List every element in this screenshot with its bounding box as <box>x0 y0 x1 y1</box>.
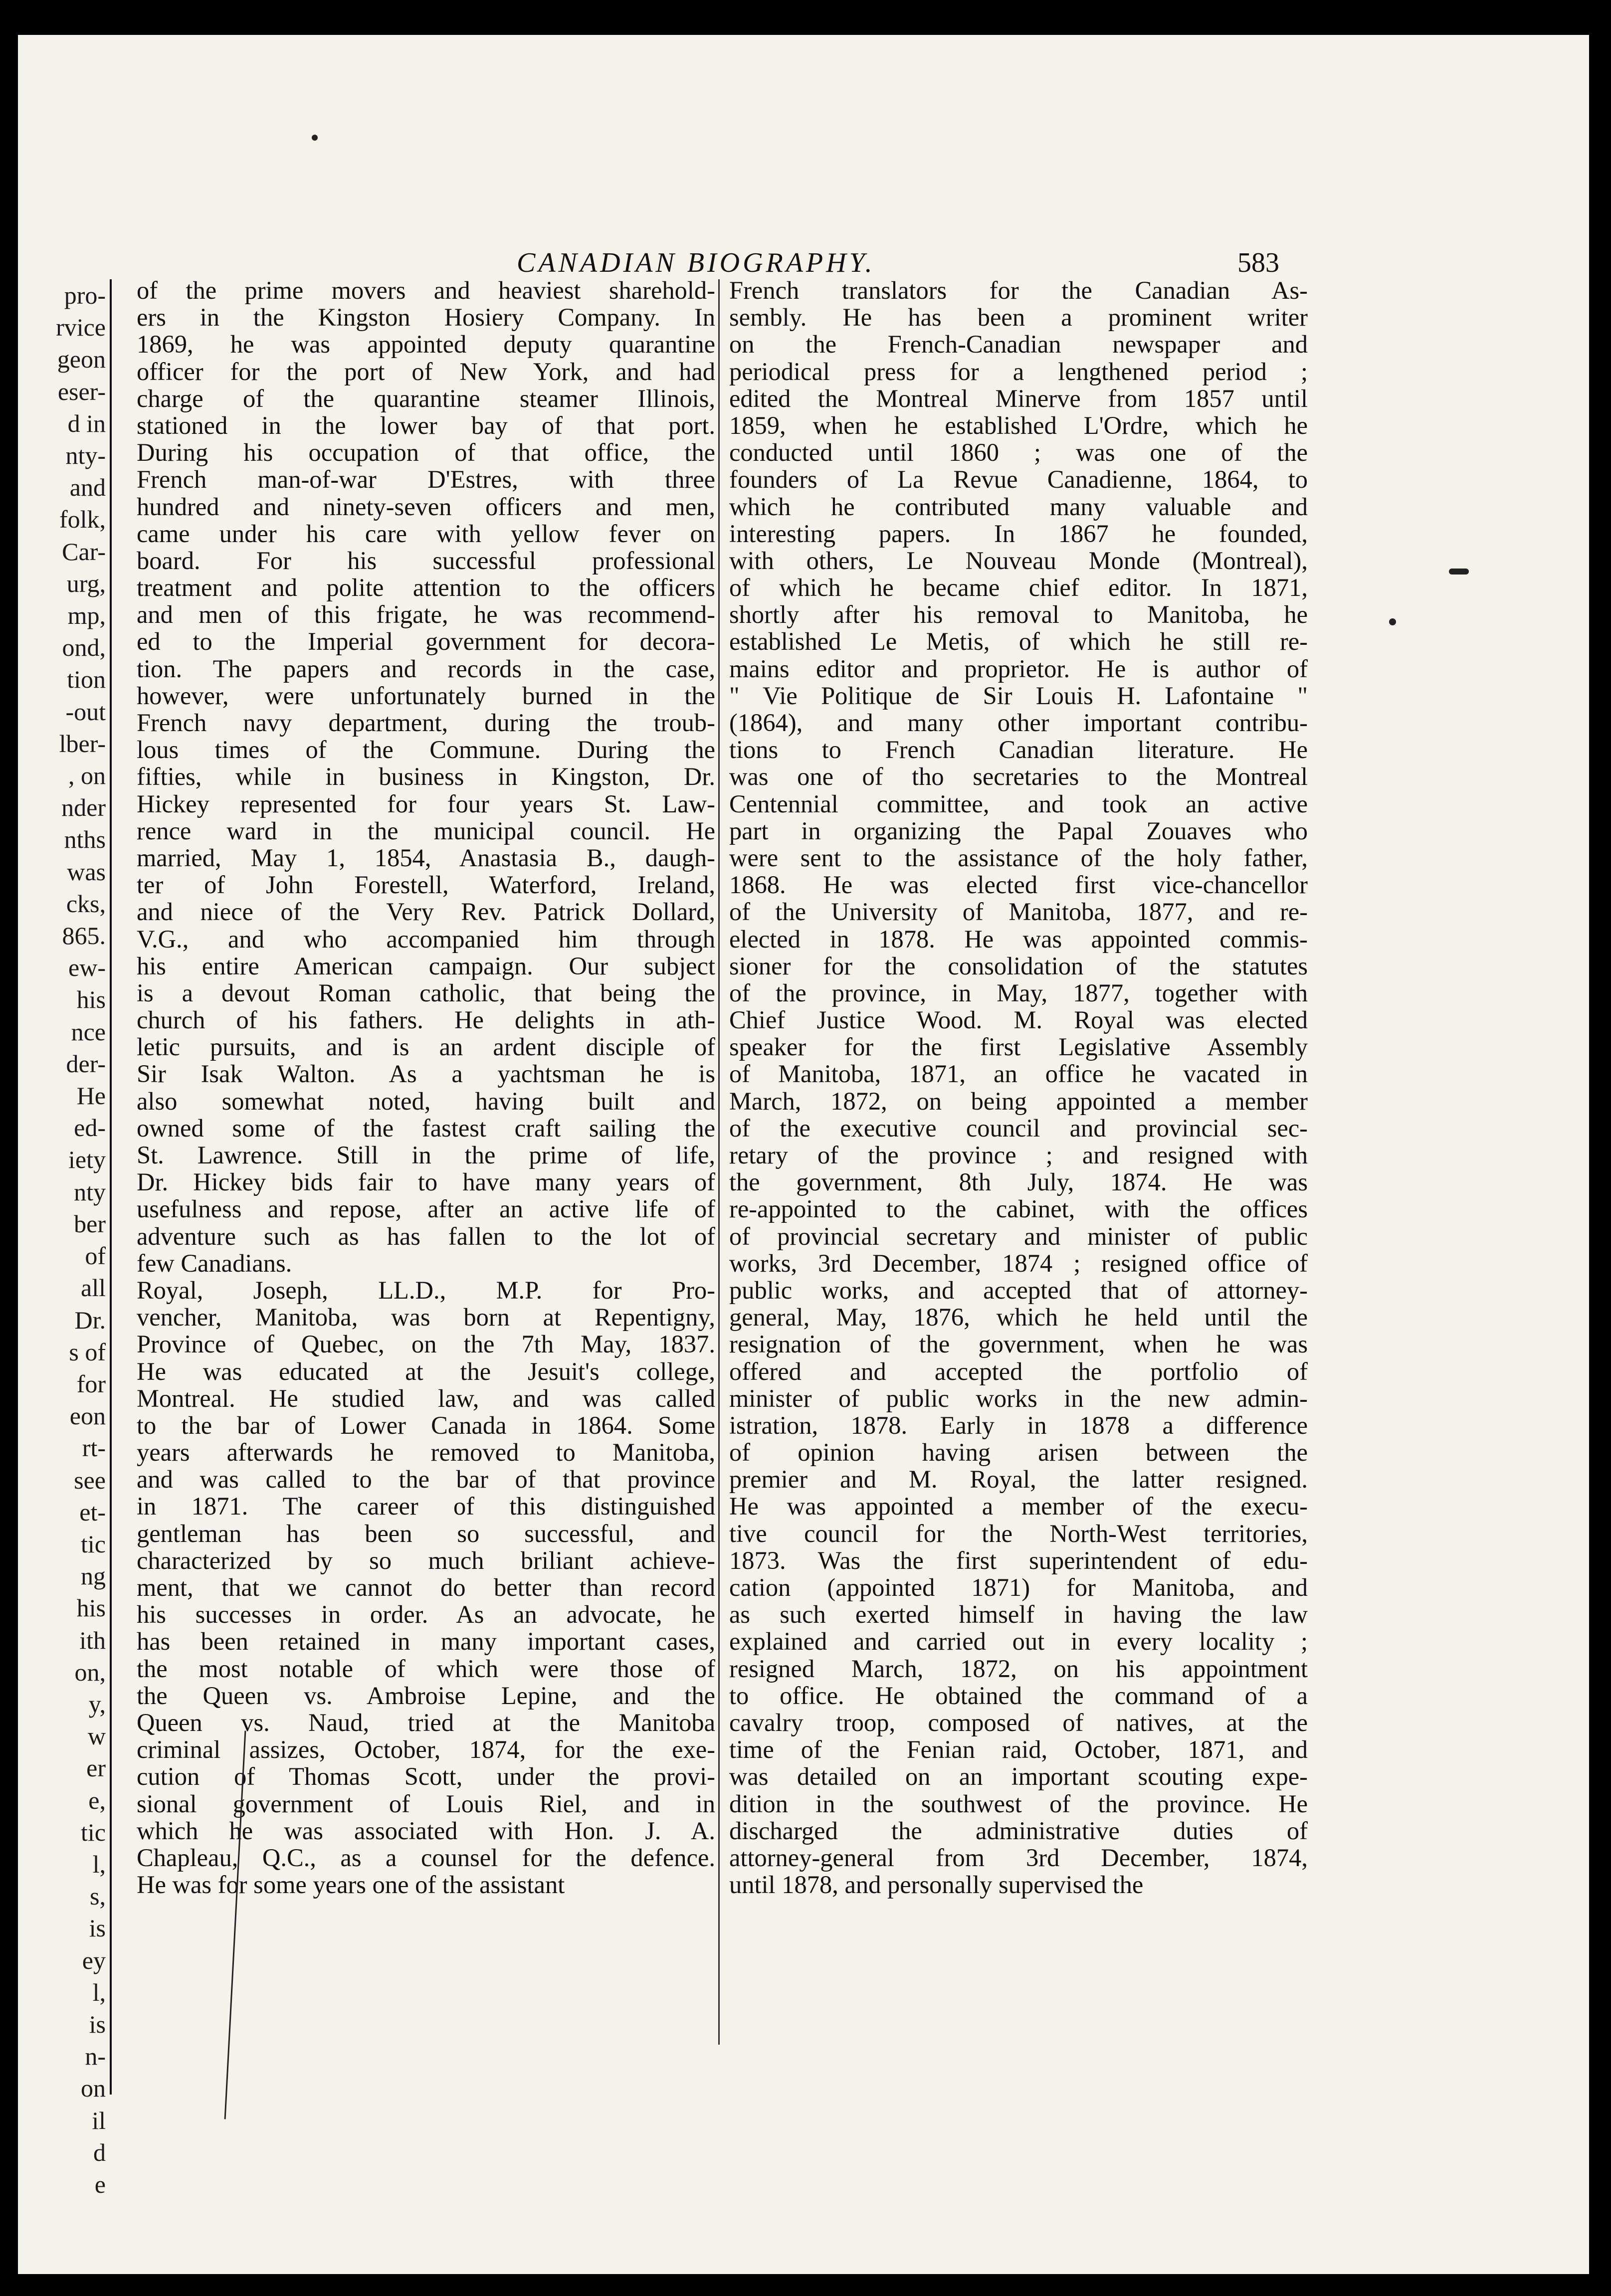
text-line: on the French-Canadian newspaper and <box>729 330 1308 359</box>
margin-fragment-line: 865. <box>62 922 106 950</box>
text-line: was detailed on an important scouting expe- <box>729 1762 1308 1791</box>
text-line: letic pursuits, and is an ardent disciple of <box>137 1033 715 1061</box>
text-line: officer for the port of New York, and had <box>137 357 715 385</box>
margin-fragment-line: ber <box>74 1209 106 1238</box>
margin-fragment-line: for <box>76 1369 106 1398</box>
text-line: 1873. Was the first superintendent of edu- <box>729 1546 1308 1574</box>
text-line: which he contributed many valuable and <box>729 492 1308 521</box>
margin-fragment-line: e, <box>88 1786 106 1814</box>
text-line: owned some of the fastest craft sailing the <box>137 1114 715 1142</box>
text-line: cution of Thomas Scott, under the provi- <box>137 1762 715 1791</box>
margin-fragment-line: il <box>92 2106 106 2134</box>
text-line: premier and M. Royal, the latter resigned. <box>729 1465 1308 1494</box>
text-line: to office. He obtained the command of a <box>729 1681 1308 1710</box>
text-line: rence ward in the municipal council. He <box>137 816 715 845</box>
text-line: of Manitoba, 1871, an office he vacated in <box>729 1060 1308 1088</box>
margin-fragment-line: He <box>76 1082 106 1110</box>
margin-fragment-line: ng <box>81 1562 106 1590</box>
text-line: Montreal. He studied law, and was called <box>137 1384 715 1412</box>
margin-fragment-line: er <box>86 1754 106 1782</box>
margin-fragment-line: geon <box>57 345 106 374</box>
text-line: of provincial secretary and minister of public <box>729 1222 1308 1250</box>
text-line: French translators for the Canadian As- <box>729 276 1308 304</box>
text-line: Dr. Hickey bids fair to have many years of <box>137 1168 715 1196</box>
margin-fragment-line: urg, <box>66 569 106 597</box>
text-line: March, 1872, on being appointed a member <box>729 1087 1308 1115</box>
text-line: of opinion having arisen between the <box>729 1438 1308 1467</box>
text-line: cation (appointed 1871) for Manitoba, and <box>729 1573 1308 1601</box>
margin-fragment-line: tic <box>81 1818 106 1846</box>
text-line: lous times of the Commune. During the <box>137 736 715 764</box>
text-line: periodical press for a lengthened period ; <box>729 357 1308 385</box>
column-divider <box>718 279 720 2045</box>
text-line: V.G., and who accompanied him through <box>137 925 715 953</box>
text-line: edited the Montreal Minerve from 1857 until <box>729 384 1308 412</box>
text-line: the most notable of which were those of <box>137 1654 715 1683</box>
text-line: adventure such as has fallen to the lot of <box>137 1222 715 1250</box>
margin-fragment-line: was <box>67 857 106 886</box>
text-line: sional government of Louis Riel, and in <box>137 1789 715 1818</box>
text-line: general, May, 1876, which he held until the <box>729 1303 1308 1332</box>
margin-fragment-line: Dr. <box>74 1306 106 1334</box>
text-line: characterized by so much briliant achieve- <box>137 1546 715 1574</box>
margin-fragment-line: der- <box>66 1049 106 1078</box>
margin-fragment-line: s of <box>69 1338 106 1366</box>
adjacent-page-margin-fragment <box>15 279 112 2198</box>
text-line: of the province, in May, 1877, together with <box>729 978 1308 1007</box>
text-line: He was appointed a member of the execu- <box>729 1492 1308 1521</box>
text-line: hundred and ninety-seven officers and men, <box>137 492 715 521</box>
text-line: 1869, he was appointed deputy quarantine <box>137 330 715 359</box>
text-line: his successes in order. As an advocate, he <box>137 1600 715 1629</box>
text-line: tion. The papers and records in the case, <box>137 654 715 683</box>
margin-fragment-line: nty <box>74 1177 106 1206</box>
text-line: dition in the southwest of the province. He <box>729 1789 1308 1818</box>
text-line: in 1871. The career of this distinguished <box>137 1492 715 1521</box>
text-line: istration, 1878. Early in 1878 a difference <box>729 1411 1308 1439</box>
text-line: (1864), and many other important contribu- <box>729 709 1308 737</box>
text-line: mains editor and proprietor. He is author of <box>729 654 1308 683</box>
text-line: tive council for the North-West territories, <box>729 1519 1308 1547</box>
margin-fragment-line: d <box>93 2138 106 2166</box>
text-line: St. Lawrence. Still in the prime of life, <box>137 1141 715 1169</box>
text-line: tions to French Canadian literature. He <box>729 736 1308 764</box>
text-line: offered and accepted the portfolio of <box>729 1357 1308 1385</box>
text-line: Chapleau, Q.C., as a counsel for the defence. <box>137 1843 715 1872</box>
margin-fragment-line: ey <box>82 1946 106 1974</box>
margin-fragment-line: his <box>76 985 106 1014</box>
margin-fragment-line: tion <box>67 665 106 694</box>
text-line: vencher, Manitoba, was born at Repentigny, <box>137 1303 715 1332</box>
margin-fragment-line: and <box>69 473 106 502</box>
text-line: to the bar of Lower Canada in 1864. Some <box>137 1411 715 1439</box>
margin-fragment-line: on <box>81 2074 106 2103</box>
margin-fragment-line: nths <box>64 825 106 854</box>
text-line: has been retained in many important cases, <box>137 1627 715 1656</box>
text-line: sioner for the consolidation of the statutes <box>729 952 1308 980</box>
left-text-column <box>137 277 715 1898</box>
text-line: also somewhat noted, having built and <box>137 1087 715 1115</box>
text-line: ter of John Forestell, Waterford, Ireland, <box>137 871 715 899</box>
text-line: time of the Fenian raid, October, 1871, and <box>729 1735 1308 1764</box>
text-line: gentleman has been so successful, and <box>137 1519 715 1547</box>
margin-fragment-line: eon <box>69 1402 106 1430</box>
text-line: as such exerted himself in having the law <box>729 1600 1308 1629</box>
margin-fragment-line: ond, <box>62 633 106 662</box>
text-line: his entire American campaign. Our subject <box>137 952 715 980</box>
text-line: part in organizing the Papal Zouaves who <box>729 816 1308 845</box>
text-line: speaker for the first Legislative Assembly <box>729 1033 1308 1061</box>
margin-fragment-line: y, <box>88 1690 106 1718</box>
text-line: married, May 1, 1854, Anastasia B., daugh- <box>137 843 715 872</box>
text-line: Royal, Joseph, LL.D., M.P. for Pro- <box>137 1276 715 1304</box>
text-line: of the University of Manitoba, 1877, and re- <box>729 898 1308 926</box>
text-line: board. For his successful professional <box>137 546 715 574</box>
text-line: Chief Justice Wood. M. Royal was elected <box>729 1006 1308 1034</box>
text-line: stationed in the lower bay of that port. <box>137 411 715 439</box>
text-line: explained and carried out in every locality ; <box>729 1627 1308 1656</box>
margin-fragment-line: ew- <box>68 954 106 982</box>
text-line: ed to the Imperial government for decora- <box>137 627 715 656</box>
text-line: established Le Metis, of which he still re- <box>729 627 1308 656</box>
margin-fragment-line: cks, <box>66 889 106 918</box>
text-line: resignation of the government, when he was <box>729 1330 1308 1358</box>
text-line: were sent to the assistance of the holy father, <box>729 843 1308 872</box>
margin-fragment-line: l, <box>92 1850 106 1878</box>
margin-fragment-line: tic <box>81 1530 106 1558</box>
text-line: shortly after his removal to Manitoba, he <box>729 600 1308 629</box>
margin-fragment-line: d in <box>67 409 106 437</box>
right-text-column <box>729 277 1308 1898</box>
text-line: charge of the quarantine steamer Illinois, <box>137 384 715 412</box>
text-line: however, were unfortunately burned in the <box>137 681 715 710</box>
text-line: of the executive council and provincial sec- <box>729 1114 1308 1142</box>
margin-fragment-line: mp, <box>67 601 106 630</box>
text-line: minister of public works in the new admin- <box>729 1384 1308 1412</box>
text-line: ment, that we cannot do better than record <box>137 1573 715 1601</box>
margin-fragment-line: nty- <box>65 441 106 470</box>
margin-fragment-line: see <box>74 1466 106 1494</box>
text-line: He was educated at the Jesuit's college, <box>137 1357 715 1385</box>
text-line: ers in the Kingston Hosiery Company. In <box>137 303 715 332</box>
ink-speck <box>312 135 318 141</box>
text-line: church of his fathers. He delights in ath- <box>137 1006 715 1034</box>
margin-fragment-line: Car- <box>62 537 106 566</box>
text-line: and niece of the Very Rev. Patrick Dollard, <box>137 898 715 926</box>
text-line: During his occupation of that office, the <box>137 438 715 467</box>
margin-fragment-line: ith <box>79 1626 106 1654</box>
text-line: Queen vs. Naud, tried at the Manitoba <box>137 1708 715 1736</box>
margin-fragment-line: of <box>85 1242 106 1270</box>
text-line: treatment and polite attention to the officers <box>137 574 715 602</box>
text-line: conducted until 1860 ; was one of the <box>729 438 1308 467</box>
margin-fragment-line: iety <box>68 1146 106 1174</box>
text-line: Sir Isak Walton. As a yachtsman he is <box>137 1060 715 1088</box>
margin-fragment-line: is <box>89 2010 106 2038</box>
margin-fragment-line: et- <box>79 1498 106 1526</box>
margin-fragment-line: , on <box>68 762 106 790</box>
text-line: Province of Quebec, on the 7th May, 1837. <box>137 1330 715 1358</box>
page-number: 583 <box>1237 247 1279 278</box>
margin-fragment-line: e <box>94 2170 106 2198</box>
text-line: founders of La Revue Canadienne, 1864, to <box>729 465 1308 494</box>
text-line: resigned March, 1872, on his appointment <box>729 1654 1308 1683</box>
text-line: criminal assizes, October, 1874, for the exe- <box>137 1735 715 1764</box>
text-line: public works, and accepted that of attorney- <box>729 1276 1308 1304</box>
text-line: retary of the province ; and resigned with <box>729 1141 1308 1169</box>
text-line: sembly. He has been a prominent writer <box>729 303 1308 332</box>
running-title: CANADIAN BIOGRAPHY. <box>517 247 875 278</box>
text-line: years afterwards he removed to Manitoba, <box>137 1438 715 1467</box>
text-line: was one of tho secretaries to the Montreal <box>729 763 1308 791</box>
ink-speck <box>1389 618 1396 625</box>
text-line: which he was associated with Hon. J. A. <box>137 1816 715 1845</box>
margin-fragment-line: rvice <box>56 313 106 342</box>
margin-fragment-line: w <box>87 1722 106 1750</box>
text-line: Centennial committee, and took an active <box>729 789 1308 818</box>
margin-fragment-line: nce <box>71 1017 106 1046</box>
margin-fragment-line: nder <box>61 793 106 822</box>
text-line: re-appointed to the cabinet, with the offices <box>729 1195 1308 1223</box>
margin-fragment-line: ed- <box>74 1114 106 1142</box>
text-line: elected in 1878. He was appointed commis- <box>729 925 1308 953</box>
text-line: discharged the administrative duties of <box>729 1816 1308 1845</box>
margin-fragment-line: his <box>76 1594 106 1622</box>
margin-fragment-line: l, <box>92 1978 106 2006</box>
margin-fragment-line: -out <box>65 697 106 726</box>
text-line: and men of this frigate, he was recommend- <box>137 600 715 629</box>
margin-fragment-line: eser- <box>57 377 106 405</box>
text-line: French man-of-war D'Estres, with three <box>137 465 715 494</box>
text-line: is a devout Roman catholic, that being the <box>137 978 715 1007</box>
margin-fragment-line: lber- <box>59 729 106 758</box>
text-line: few Canadians. <box>137 1249 292 1277</box>
text-line: attorney-general from 3rd December, 1874, <box>729 1843 1308 1872</box>
text-line: the Queen vs. Ambroise Lepine, and the <box>137 1681 715 1710</box>
text-line: interesting papers. In 1867 he founded, <box>729 519 1308 548</box>
text-line: Hickey represented for four years St. Law- <box>137 789 715 818</box>
text-line: usefulness and repose, after an active life of <box>137 1195 715 1223</box>
margin-fragment-line: all <box>81 1274 106 1302</box>
margin-fragment-line: folk, <box>59 505 106 534</box>
text-line: came under his care with yellow fever on <box>137 519 715 548</box>
text-line: 1868. He was elected first vice-chancellor <box>729 871 1308 899</box>
margin-fragment-line: s, <box>90 1882 106 1911</box>
margin-fragment-line: n- <box>85 2042 106 2071</box>
text-line: 1859, when he established L'Ordre, which he <box>729 411 1308 439</box>
margin-fragment-line: rt- <box>82 1434 106 1462</box>
margin-fragment-line: is <box>89 1914 106 1942</box>
text-line: French navy department, during the troub- <box>137 709 715 737</box>
text-line: until 1878, and personally supervised the <box>729 1871 1144 1899</box>
text-line: He was for some years one of the assistant <box>137 1871 565 1899</box>
text-line: and was called to the bar of that province <box>137 1465 715 1494</box>
text-line: of the prime movers and heaviest sharehold- <box>137 276 715 304</box>
text-line: fifties, while in business in Kingston, Dr. <box>137 763 715 791</box>
text-line: of which he became chief editor. In 1871, <box>729 574 1308 602</box>
ink-speck <box>1449 569 1469 574</box>
text-line: works, 3rd December, 1874 ; resigned office of <box>729 1249 1308 1277</box>
text-line: the government, 8th July, 1874. He was <box>729 1168 1308 1196</box>
text-line: " Vie Politique de Sir Louis H. Lafontaine " <box>729 681 1308 710</box>
text-line: cavalry troop, composed of natives, at the <box>729 1708 1308 1736</box>
text-line: with others, Le Nouveau Monde (Montreal), <box>729 546 1308 574</box>
margin-fragment-line: pro- <box>64 281 106 309</box>
margin-fragment-line: on, <box>74 1658 106 1686</box>
